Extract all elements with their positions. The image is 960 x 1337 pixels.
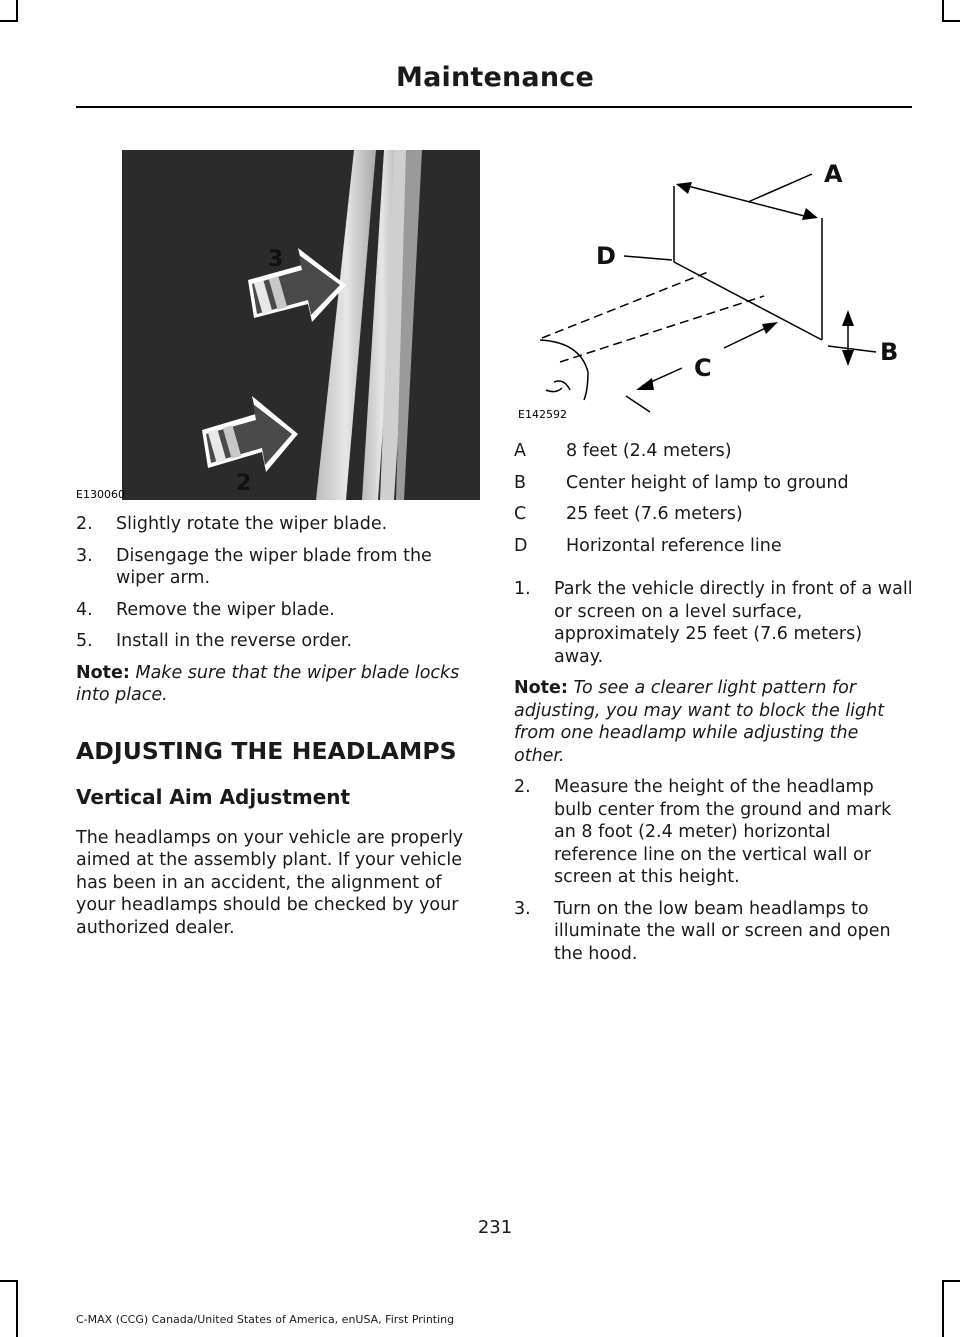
legend-key: D [514, 535, 528, 556]
figure-legend [514, 440, 849, 566]
crop-mark [16, 1280, 18, 1337]
headlamp-aim-diagram [512, 150, 912, 420]
legend-key: C [514, 504, 527, 524]
legend-key: A [514, 441, 526, 461]
note [76, 662, 480, 707]
crop-mark [942, 1280, 960, 1282]
step-text: Park the vehicle directly in front of a wall or screen on a level surface, approximately 25 feet (7.6 meters) away. [554, 579, 913, 667]
step-number: 3. [514, 898, 531, 919]
legend-value: 25 feet (7.6 meters) [566, 504, 743, 524]
legend-key: B [514, 472, 527, 493]
label-b: B [880, 338, 899, 366]
wiper-blade-figure [76, 150, 480, 500]
left-column [76, 513, 480, 939]
legend-value: Center height of lamp to ground [566, 472, 849, 493]
step-number: 3. [76, 545, 93, 566]
list-item [76, 599, 480, 622]
section-title: ADJUSTING THE HEADLAMPS [76, 736, 457, 765]
page-title: Maintenance [396, 62, 594, 93]
legend-value: 8 feet (2.4 meters) [566, 441, 732, 461]
label-a: A [824, 160, 843, 188]
step-number: 1. [514, 579, 531, 599]
figure-id: E142592 [518, 408, 567, 420]
label-d: D [596, 242, 616, 270]
crop-mark [942, 0, 944, 22]
step-text: Remove the wiper blade. [116, 599, 335, 620]
note [514, 677, 914, 767]
legend-value: Horizontal reference line [566, 535, 782, 556]
page-number: 231 [477, 1217, 513, 1238]
note-text: To see a clearer light pattern for adjusting, you may want to block the light from one headlamp while adjusting the other. [514, 678, 885, 766]
crop-mark [942, 20, 960, 22]
right-column [514, 440, 914, 974]
figure-id: E130060 [76, 488, 125, 500]
step-text: Measure the height of the headlamp bulb center from the ground and mark an 8 foot (2.4 meter) horizontal reference line on the vertical wall or screen at this height. [554, 777, 892, 887]
table-row [514, 503, 849, 535]
sub-title: Vertical Aim Adjustment [76, 784, 351, 809]
table-row [514, 535, 849, 567]
step-text: Install in the reverse order. [116, 631, 353, 651]
step-number: 2. [76, 514, 93, 534]
list-item [514, 776, 914, 889]
step-number: 5. [76, 631, 93, 651]
callout-2: 2 [236, 471, 252, 496]
steps-list [76, 513, 480, 653]
step-text: Slightly rotate the wiper blade. [116, 514, 388, 534]
list-item [76, 630, 480, 653]
list-item [76, 545, 480, 590]
footer: C-MAX (CCG) Canada/United States of America, enUSA, First Printing [76, 1313, 455, 1326]
table-row [514, 440, 849, 472]
list-item [514, 898, 914, 966]
callout-3: 3 [268, 247, 284, 272]
steps-list [514, 776, 914, 965]
note-text: Make sure that the wiper blade locks into place. [76, 662, 460, 705]
note-label: Note: [514, 678, 568, 698]
step-number: 2. [514, 777, 531, 797]
header-divider [76, 106, 912, 108]
step-number: 4. [76, 599, 93, 620]
crop-mark [942, 1280, 944, 1337]
note-label: Note: [76, 662, 130, 683]
body-paragraph: The headlamps on your vehicle are properly aimed at the assembly plant. If your vehicle has been in an accident, the alignment of your headlamps should be checked by your authorized dealer. [76, 827, 464, 938]
label-c: C [694, 354, 712, 382]
crop-mark [0, 1280, 18, 1282]
list-item [514, 578, 914, 668]
steps-list [514, 578, 914, 668]
step-text: Disengage the wiper blade from the wiper arm. [116, 545, 432, 588]
crop-mark [16, 0, 18, 22]
crop-mark [0, 20, 18, 22]
step-text: Turn on the low beam headlamps to illuminate the wall or screen and open the hood. [554, 898, 891, 964]
table-row [514, 472, 849, 504]
list-item [76, 513, 480, 536]
